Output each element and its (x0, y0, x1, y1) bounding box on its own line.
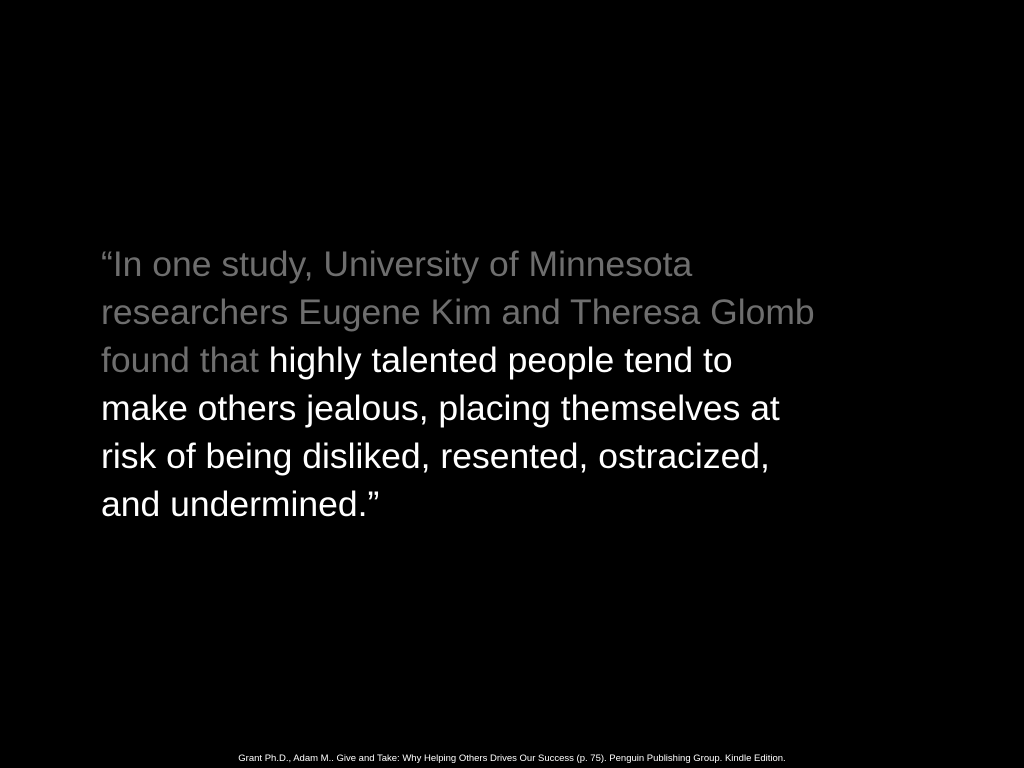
citation-footnote: Grant Ph.D., Adam M.. Give and Take: Why Helping Others Drives Our Success (p. 75). Penguin Publishing Group. Kindle Edition. (238, 753, 786, 764)
quote-highlight-line-5: risk of being disliked, resented, ostracized, (101, 436, 770, 476)
quote-text (101, 240, 931, 528)
quote-highlight-line-6: and undermined.” (101, 484, 380, 524)
quote-context-line-1: “In one study, University of Minnesota (101, 244, 693, 284)
quote-highlight-line-3: highly talented people tend to (268, 340, 733, 380)
quote-context-line-3: found that (101, 340, 259, 380)
quote-context-line-2: researchers Eugene Kim and Theresa Glomb (101, 292, 815, 332)
quote-highlight-line-4: make others jealous, placing themselves at (101, 388, 780, 428)
